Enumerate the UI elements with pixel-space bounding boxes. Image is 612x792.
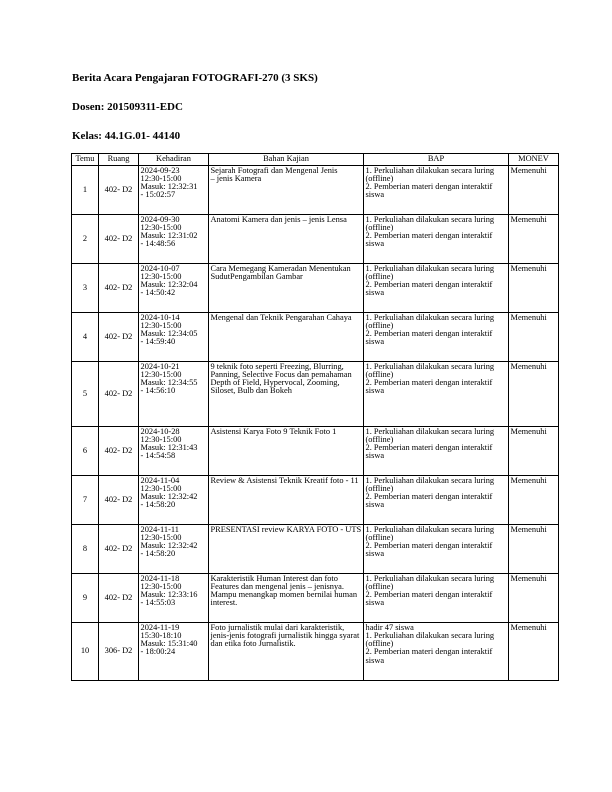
monev-cell: Memenuhi — [509, 427, 559, 476]
kehadiran-line: Masuk: 15:31:40 — [140, 639, 198, 649]
bap-line: 2. Pemberian materi dengan interaktif siswa — [365, 378, 493, 396]
kehadiran-line: 12:30-15:00 — [140, 532, 182, 542]
ruang-cell: 402- D2 — [99, 476, 139, 525]
ruang-cell: 402- D2 — [99, 215, 139, 264]
bap-line: 1. Perkuliahan dilakukan secara luring (offline) — [365, 361, 495, 379]
kehadiran-line: - 14:55:03 — [140, 598, 176, 608]
kelas-line: Kelas: 44.1G.01- 44140 — [72, 130, 181, 142]
table-row — [72, 427, 559, 476]
ruang-cell: 402- D2 — [99, 362, 139, 427]
kehadiran-line: - 14:50:42 — [140, 288, 176, 298]
bap-line: 1. Perkuliahan dilakukan secara luring (offline) — [365, 312, 495, 330]
kehadiran-line: - 18:00:24 — [140, 647, 176, 657]
monev-cell: Memenuhi — [509, 264, 559, 313]
table-row — [72, 623, 559, 681]
bap-line: 2. Pemberian materi dengan interaktif siswa — [365, 647, 493, 665]
ruang-cell: 402- D2 — [99, 574, 139, 623]
kehadiran-line: 2024-11-19 — [140, 622, 180, 632]
col-header-monev: MONEV — [509, 154, 559, 166]
kehadiran-line: 12:30-15:00 — [140, 320, 182, 330]
bap-line: 2. Pemberian materi dengan interaktif siswa — [365, 492, 493, 510]
bap-line: 1. Perkuliahan dilakukan secara luring (offline) — [365, 630, 495, 649]
ruang-cell: 402- D2 — [99, 427, 139, 476]
ruang-cell: 402- D2 — [99, 525, 139, 574]
kehadiran-line: Masuk: 12:32:31 — [140, 182, 198, 192]
monev-cell: Memenuhi — [509, 525, 559, 574]
col-header-ruang: Ruang — [99, 154, 139, 166]
temu-cell: 3 — [72, 264, 99, 313]
temu-cell: 2 — [72, 215, 99, 264]
kehadiran-cell — [139, 166, 209, 215]
dosen-line: Dosen: 201509311-EDC — [72, 101, 183, 113]
kehadiran-line: Masuk: 12:33:16 — [140, 590, 198, 600]
ruang-cell: 402- D2 — [99, 313, 139, 362]
temu-cell: 6 — [72, 427, 99, 476]
table-row — [72, 362, 559, 427]
ruang-cell: 402- D2 — [99, 264, 139, 313]
kehadiran-line: Masuk: 12:31:43 — [140, 443, 198, 453]
bap-line: 1. Perkuliahan dilakukan secara luring (offline) — [365, 573, 495, 591]
kehadiran-line: Masuk: 12:32:42 — [140, 541, 198, 551]
table-row — [72, 215, 559, 264]
kehadiran-line: 12:30-15:00 — [140, 369, 182, 379]
ruang-cell: 402- D2 — [99, 166, 139, 215]
kehadiran-line: Masuk: 12:32:42 — [140, 492, 198, 502]
bap-cell — [364, 574, 509, 623]
bahan-kajian-cell: PRESENTASI review KARYA FOTO - UTS — [209, 525, 364, 574]
temu-cell: 10 — [72, 623, 99, 681]
kehadiran-cell — [139, 215, 209, 264]
kehadiran-line: - 14:54:58 — [140, 451, 176, 461]
col-header-bap: BAP — [364, 154, 509, 166]
kehadiran-line: 2024-11-04 — [140, 475, 180, 485]
bahan-kajian-cell: Anatomi Kamera dan jenis – jenis Lensa — [209, 215, 364, 264]
bap-line: 1. Perkuliahan dilakukan secara luring (offline) — [365, 263, 495, 281]
kehadiran-line: 2024-11-11 — [140, 524, 179, 534]
kehadiran-line: - 14:48:56 — [140, 239, 176, 249]
table-row — [72, 264, 559, 313]
bahan-kajian-cell: Cara Memegang Kameradan Menentukan SudutPengambilan Gambar — [209, 264, 364, 313]
bap-line: 2. Pemberian materi dengan interaktif siswa — [365, 590, 493, 608]
kehadiran-line: 2024-11-18 — [140, 573, 180, 583]
kehadiran-line: Masuk: 12:32:04 — [140, 280, 198, 290]
bahan-kajian-cell: Sejarah Fotografi dan Mengenal Jenis – jenis Kamera — [209, 166, 364, 215]
kehadiran-line: - 15:02:57 — [140, 190, 176, 200]
kehadiran-cell — [139, 476, 209, 525]
col-header-temu: Temu — [72, 154, 99, 166]
kehadiran-line: 12:30-15:00 — [140, 271, 182, 281]
kehadiran-line: - 14:59:40 — [140, 337, 176, 347]
bahan-kajian-cell: Foto jurnalistik mulai dari karakteristik, jenis-jenis fotografi jurnalistik hingga syarat dan etika foto Jurnalistik. — [209, 623, 364, 681]
kehadiran-line: 12:30-15:00 — [140, 222, 182, 232]
temu-cell: 5 — [72, 362, 99, 427]
bahan-kajian-cell: Mengenal dan Teknik Pengarahan Cahaya — [209, 313, 364, 362]
bap-line: hadir 47 siswa — [365, 622, 414, 632]
bap-cell — [364, 525, 509, 574]
col-header-bahan-kajian: Bahan Kajian — [209, 154, 364, 166]
kehadiran-line: 12:30-15:00 — [140, 581, 182, 591]
kehadiran-cell — [139, 525, 209, 574]
kehadiran-line: - 14:56:10 — [140, 386, 176, 396]
kehadiran-line: Masuk: 12:34:55 — [140, 378, 198, 388]
table-row — [72, 166, 559, 215]
monev-cell: Memenuhi — [509, 623, 559, 681]
bap-line: 2. Pemberian materi dengan interaktif siswa — [365, 443, 493, 461]
bap-line: 1. Perkuliahan dilakukan secara luring (offline) — [365, 475, 495, 493]
temu-cell: 4 — [72, 313, 99, 362]
bap-cell — [364, 166, 509, 215]
kehadiran-cell — [139, 623, 209, 681]
monev-cell: Memenuhi — [509, 313, 559, 362]
bap-cell — [364, 313, 509, 362]
document-title: Berita Acara Pengajaran FOTOGRAFI-270 (3 SKS) — [72, 72, 318, 84]
bap-line: 2. Pemberian materi dengan interaktif siswa — [365, 541, 493, 559]
kehadiran-line: 15:30-18:10 — [140, 630, 182, 640]
monev-cell: Memenuhi — [509, 362, 559, 427]
temu-cell: 7 — [72, 476, 99, 525]
temu-cell: 1 — [72, 166, 99, 215]
kehadiran-cell — [139, 362, 209, 427]
bap-cell — [364, 476, 509, 525]
col-header-kehadiran: Kehadiran — [139, 154, 209, 166]
bap-cell — [364, 264, 509, 313]
bap-line: 2. Pemberian materi dengan interaktif siswa — [365, 231, 493, 249]
kehadiran-line: 2024-10-07 — [140, 263, 180, 273]
kehadiran-line: - 14:58:20 — [140, 500, 176, 510]
kehadiran-line: 2024-10-28 — [140, 426, 180, 436]
monev-cell: Memenuhi — [509, 166, 559, 215]
kehadiran-cell — [139, 574, 209, 623]
bap-line: 2. Pemberian materi dengan interaktif siswa — [365, 280, 493, 298]
bap-cell — [364, 623, 509, 681]
bap-line: 2. Pemberian materi dengan interaktif siswa — [365, 182, 493, 200]
bap-line: 2. Pemberian materi dengan interaktif siswa — [365, 329, 493, 347]
bap-line: 1. Perkuliahan dilakukan secara luring (offline) — [365, 214, 495, 232]
monev-cell: Memenuhi — [509, 215, 559, 264]
kehadiran-line: 2024-10-21 — [140, 361, 180, 371]
table-header-row — [72, 154, 559, 166]
attendance-table — [71, 153, 559, 681]
kehadiran-line: - 14:58:20 — [140, 549, 176, 559]
bap-cell — [364, 362, 509, 427]
table-row — [72, 574, 559, 623]
monev-cell: Memenuhi — [509, 574, 559, 623]
bap-line: 1. Perkuliahan dilakukan secara luring (offline) — [365, 426, 495, 444]
monev-cell: Memenuhi — [509, 476, 559, 525]
table-body — [72, 166, 559, 681]
bap-cell — [364, 427, 509, 476]
kehadiran-cell — [139, 264, 209, 313]
kehadiran-line: 2024-09-30 — [140, 214, 180, 224]
bahan-kajian-cell: 9 teknik foto seperti Freezing, Blurring, Panning, Selective Focus dan pemahaman Depth of Field, Hypervocal, Zooming, Siloset, Bulb dan Bokeh — [209, 362, 364, 427]
bahan-kajian-cell: Asistensi Karya Foto 9 Teknik Foto 1 — [209, 427, 364, 476]
kehadiran-line: 2024-10-14 — [140, 312, 180, 322]
bap-line: 1. Perkuliahan dilakukan secara luring (offline) — [365, 165, 495, 183]
temu-cell: 9 — [72, 574, 99, 623]
kehadiran-cell — [139, 313, 209, 362]
bahan-kajian-cell: Review & Asistensi Teknik Kreatif foto - 11 — [209, 476, 364, 525]
table-row — [72, 525, 559, 574]
ruang-cell: 306- D2 — [99, 623, 139, 681]
kehadiran-line: 12:30-15:00 — [140, 434, 182, 444]
temu-cell: 8 — [72, 525, 99, 574]
kehadiran-line: Masuk: 12:31:02 — [140, 231, 198, 241]
table-row — [72, 476, 559, 525]
kehadiran-cell — [139, 427, 209, 476]
kehadiran-line: Masuk: 12:34:05 — [140, 329, 198, 339]
kehadiran-line: 2024-09-23 — [140, 165, 180, 175]
bap-line: 1. Perkuliahan dilakukan secara luring (offline) — [365, 524, 495, 542]
bahan-kajian-cell: Karakteristik Human Interest dan foto Features dan mengenal jenis – jenisnya. Mampu menangkap momen bernilai human interest. — [209, 574, 364, 623]
kehadiran-line: 12:30-15:00 — [140, 483, 182, 493]
table-row — [72, 313, 559, 362]
bap-cell — [364, 215, 509, 264]
kehadiran-line: 12:30-15:00 — [140, 173, 182, 183]
